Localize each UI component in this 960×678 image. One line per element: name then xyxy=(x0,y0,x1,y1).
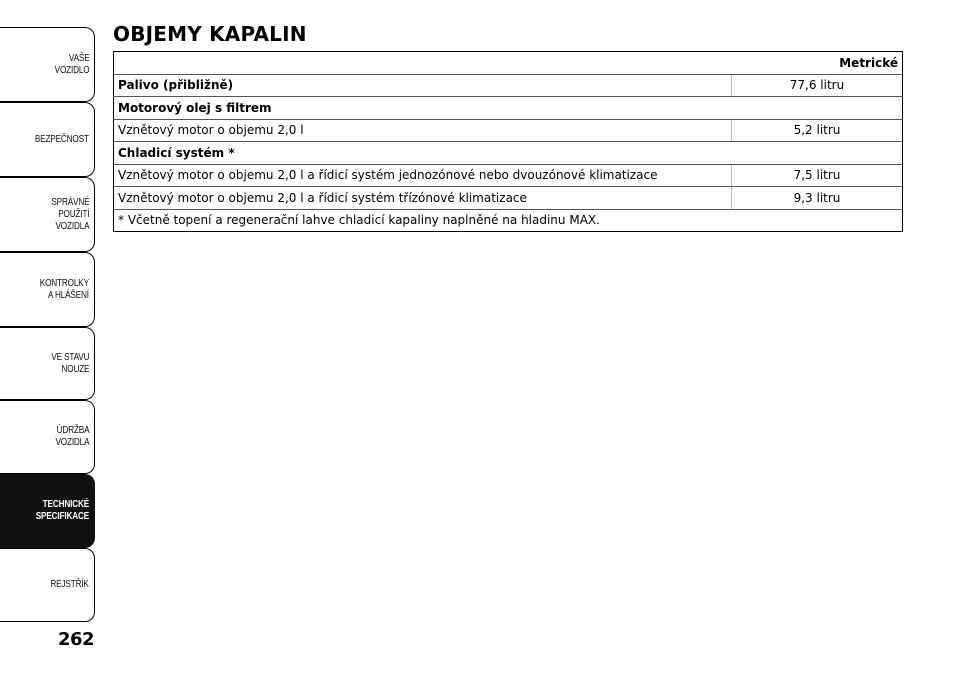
tab-label: VAŠE VOZIDLO xyxy=(54,52,89,76)
page-title: OBJEMY KAPALIN xyxy=(113,22,307,46)
section-label-cooling-system: Chladicí systém * xyxy=(114,142,903,165)
row-value-cooling-tri-zone: 9,3 litru xyxy=(732,187,903,210)
tab-label: ÚDRŽBA VOZIDLA xyxy=(55,425,89,448)
table-header-row xyxy=(114,52,903,75)
section-label-engine-oil: Motorový olej s filtrem xyxy=(114,97,903,120)
tab-label: VE STAVU NOUZE xyxy=(50,351,89,375)
table-row xyxy=(114,74,903,97)
row-label-diesel-engine: Vznětový motor o objemu 2,0 l xyxy=(114,119,732,142)
tab-vase-vozidlo[interactable] xyxy=(0,27,95,102)
row-label-cooling-tri-zone: Vznětový motor o objemu 2,0 l a řídicí systém třízónové klimatizace xyxy=(114,187,732,210)
tab-label: TECHNICKÉ SPECIFIKACE xyxy=(35,499,89,522)
row-label-fuel: Palivo (přibližně) xyxy=(114,74,732,97)
tab-bezpecnost[interactable] xyxy=(0,102,95,177)
column-header-metric: Metrické xyxy=(114,52,903,75)
table-row xyxy=(114,97,903,120)
tab-spravne-pouziti-vozidla[interactable] xyxy=(0,177,95,252)
table-row xyxy=(114,164,903,187)
fluid-capacities-table xyxy=(113,51,903,232)
table-row xyxy=(114,187,903,210)
row-value-cooling-single-dual-zone: 7,5 litru xyxy=(732,164,903,187)
row-label-cooling-single-dual-zone: Vznětový motor o objemu 2,0 l a řídicí systém jednozónové nebo dvouzónové klimatizace xyxy=(114,164,732,187)
tab-label: KONTROLKY A HLÁŠENÍ xyxy=(39,277,89,301)
row-value-fuel: 77,6 litru xyxy=(732,74,903,97)
table-row xyxy=(114,142,903,165)
table-row xyxy=(114,119,903,142)
tab-label: SPRÁVNÉ POUŽITÍ VOZIDLA xyxy=(50,196,89,232)
tab-ve-stavu-nouze[interactable] xyxy=(0,327,95,400)
tab-rejstrik[interactable] xyxy=(0,548,95,622)
tab-kontrolky-a-hlaseni[interactable] xyxy=(0,252,95,327)
footnote: * Včetně topení a regenerační lahve chladicí kapaliny naplněné na hladinu MAX. xyxy=(114,209,903,232)
tab-udrzba-vozidla[interactable] xyxy=(0,400,95,474)
tab-technicke-specifikace[interactable] xyxy=(0,474,95,548)
tab-label: REJSTŘÍK xyxy=(50,579,89,590)
tab-label: BEZPEČNOST xyxy=(35,133,89,145)
page-number: 262 xyxy=(58,629,95,650)
row-value-engine-oil: 5,2 litru xyxy=(732,119,903,142)
table-footnote-row xyxy=(114,209,903,232)
